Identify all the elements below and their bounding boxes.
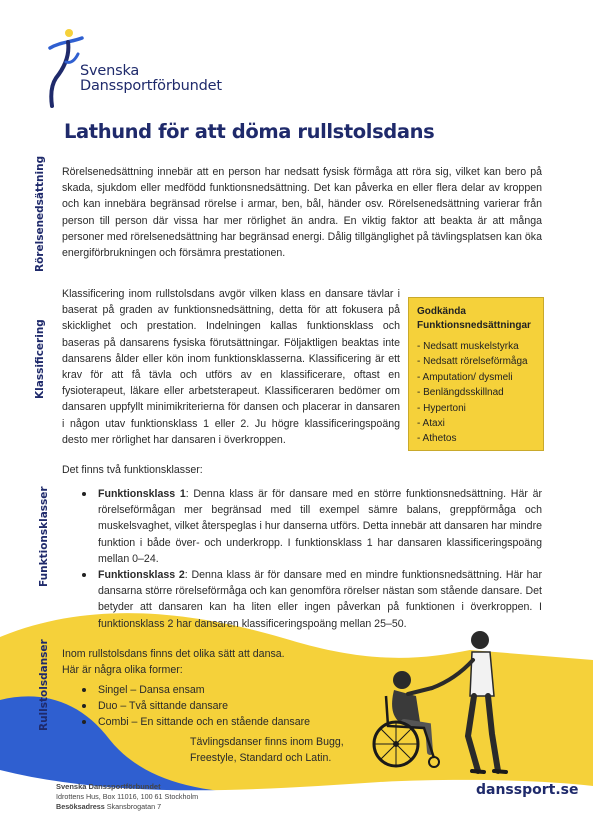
godkanda-item: - Hypertoni: [417, 402, 466, 414]
note-line-1: Tävlingsdanser finns inom Bugg,: [190, 736, 344, 748]
side-label-funktionsklasser: Funktionsklasser: [38, 486, 50, 587]
list-item: Duo – Två sittande dansare: [62, 698, 392, 714]
funktionsklasser-list: [62, 486, 542, 632]
side-label-rorelse: Rörelsenedsättning: [34, 155, 46, 272]
godkanda-item: - Amputation/ dysmeli: [417, 371, 513, 383]
list-item: Combi – En sittande och en stående dansare: [62, 714, 392, 730]
godkanda-item: - Nedsatt muskelstyrka: [417, 341, 519, 352]
website-link[interactable]: danssport.se: [476, 782, 579, 798]
page-title: Lathund för att döma rullstolsdans: [64, 120, 435, 143]
logo-line-2: Danssportförbundet: [80, 78, 222, 94]
wheelchair-dancers-illustration: [372, 626, 508, 776]
logo-text: [80, 64, 222, 94]
list-item: [62, 486, 542, 567]
godkanda-item: - Benlängdsskillnad: [417, 387, 504, 399]
funktionsklasser-intro: Det finns två funktionsklasser:: [62, 464, 203, 476]
list-item: [62, 567, 542, 632]
rorelse-paragraph: Rörelsenedsättning innebär att en person har nedsatt fysisk förmåga att röra sig, vilket kan bero på skada, sjukdom eller medfödd funktionsnedsättning. Det kan påverka en eller flera delar av kroppen och kan innebära begränsad rörelse i armar, ben, bål, händer osv. Rörelsenedsättning varierar från person till person där vissa har mer rörlighet än andra. En viktig faktor att beakta är att många personer med rörelsenedsättning har begränsad energi. Dålig tillgänglighet på tävlingsplatsen kan öka energiförbrukningen och försämra prestationen.: [62, 166, 542, 260]
footer-visit-label: Besöksadress: [56, 802, 105, 811]
logo-line-1: Svenska: [80, 63, 140, 79]
list-item: Singel – Dansa ensam: [62, 682, 392, 698]
list-item-text: : Denna klass är för dansare med en större funktionsnedsättning. Här är rörelseförmågan mer begränsad med till exempel sämre balans, greppförmåga och muskelsvaghet, vilket återspeglas i hur danserna utförs. Detta innebär att dansaren har mindre funktion i både över- och underkropp. I funktionsklass 1 har dansaren klassificeringspoäng mellan 0–24.: [98, 488, 542, 565]
godkanda-item: - Athetos: [417, 433, 457, 445]
footer-org: Svenska Danssportförbundet: [56, 782, 161, 791]
list-item-text: : Denna klass är för dansare med en mindre funktionsnedsättning. Här har dansarna större rörelseförmåga och kan genomföra rörelser nästan som stående dansare. Det betyder att dansaren kan ha liten eller ingen påverkan på funktionen i överkroppen. I funktionsklass 2 har dansaren klassificeringspoäng mellan 25–50.: [98, 569, 542, 630]
note-line-2: Freestyle, Standard och Latin.: [190, 752, 332, 765]
list-item-name: Funktionsklass 1: [98, 488, 186, 500]
footer-postal: Idrottens Hus, Box 11016, 100 61 Stockholm: [56, 792, 199, 801]
list-item-name: Funktionsklass 2: [98, 569, 185, 582]
side-label-rullstolsdanser: Rullstolsdanser: [38, 639, 50, 731]
rullstolsdanser-intro: [62, 646, 392, 678]
footer-address: [56, 782, 198, 812]
godkanda-item: - Ataxi: [417, 418, 445, 430]
rullstolsdanser-intro-1: Inom rullstolsdans finns det olika sätt att dansa.: [62, 648, 285, 660]
godkanda-title: Godkända Funktionsnedsättningar: [417, 306, 531, 331]
footer-visit-value: Skansbrogatan 7: [106, 802, 162, 811]
rullstolsdanser-list: [62, 682, 392, 731]
klassificering-paragraph: Klassificering inom rullstolsdans avgör vilken klass en dansare tävlar i baserat på graden av funktionsnedsättning, detta för att fokusera på skicklighet och prestation. Indelningen kallas funktionsklass och baseras på dansarens fysiska förutsättningar. Följaktligen beaktas inte dansarens ålder eller kön inom funktionsklasserna. Klassificering är ett krav för att få tävla och utförs av en klassificerare, oftast en fysioterapeut, läkare eller arbetsterapeut. Klassificeraren bedömer om dansaren uppfyllt minimikriterierna för dansen och placerar in dansaren i någon utav funktionsklass 1 eller 2. Ju högre klassificeringspoäng desto mer rörlighet har dansaren i överkroppen.: [62, 288, 400, 446]
godkanda-box: [408, 297, 544, 451]
rullstolsdanser-intro-2: Här är några olika former:: [62, 664, 183, 677]
tavlingsdanser-note: [190, 734, 390, 766]
godkanda-item: - Nedsatt rörelseförmåga: [417, 356, 528, 368]
side-label-klassificering: Klassificering: [34, 319, 46, 399]
footer-visit: [56, 802, 198, 812]
